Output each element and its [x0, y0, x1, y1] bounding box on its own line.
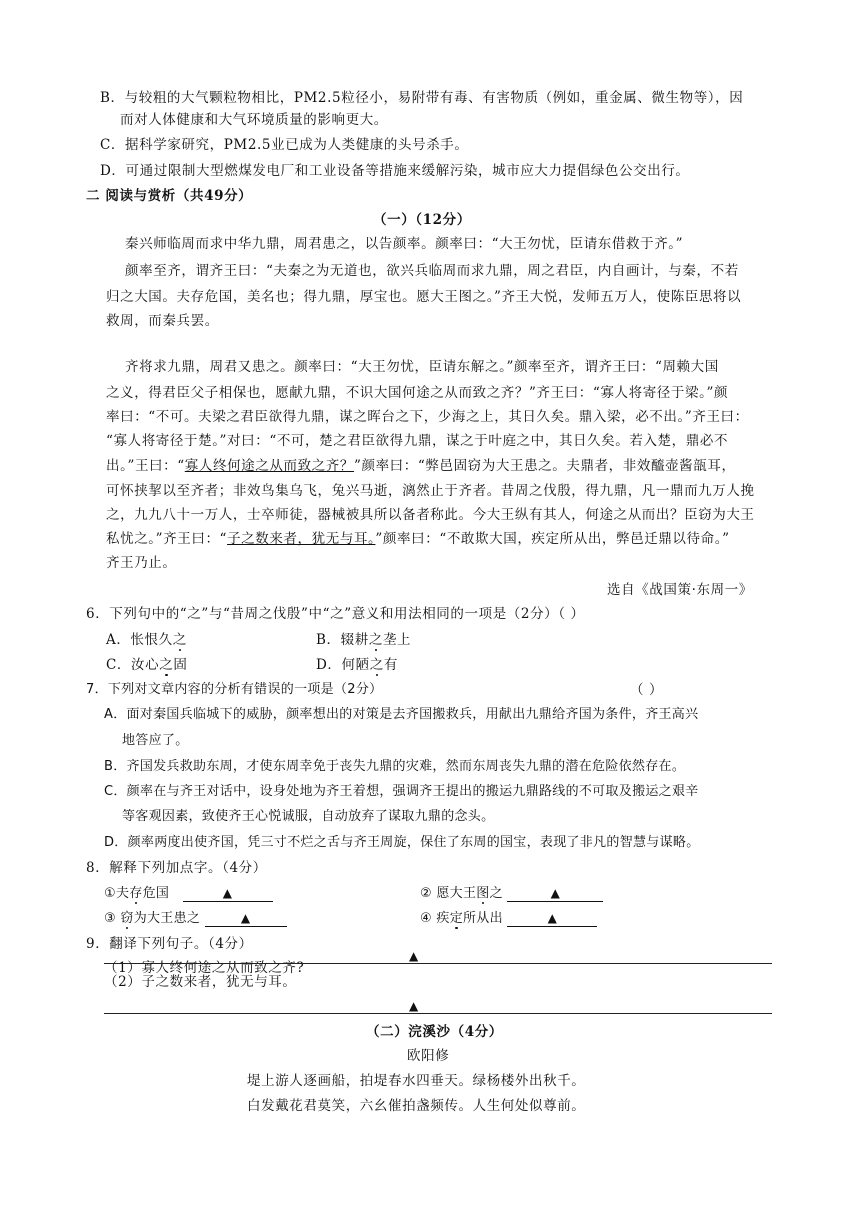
dotted-char: 之 — [368, 632, 383, 648]
option-text: 固 — [173, 657, 188, 673]
option-text: C．汝心 — [106, 657, 160, 673]
answer-mark-triangle: ▲ — [222, 886, 233, 900]
poem-line-1: 堤上游人逐画船，拍堤春水四垂天。绿杨楼外出秋千。 — [247, 1073, 586, 1089]
q7-option-a-line1[interactable]: A．面对秦国兵临城下的威胁，颜率想出的对策是去齐国搬救兵，用献出九鼎给齐国为条件，齐王高兴 — [104, 707, 699, 722]
passage-line-6: 之义，得君臣父子相保也，愿献九鼎，不识大国何途之从而致之齐？”齐王曰：“寡人将寄径于梁。”颜 — [106, 385, 729, 401]
part1-heading: （一）（12分） — [373, 212, 471, 228]
passage-line-12 — [106, 529, 730, 549]
q7-option-a-line2: 地答应了。 — [122, 733, 189, 748]
item-text: 为大王患之 — [133, 911, 201, 926]
answer-blank-2[interactable] — [507, 886, 603, 902]
option-b-line1: B．与较粗的大气颗粒物相比，PM2.5粒径小，易附带有毒、有害物质（例如，重金属、微生物等），因 — [100, 90, 744, 106]
q7-answer-paren[interactable]: （ ） — [630, 682, 664, 698]
dotted-char: 图 — [476, 886, 490, 901]
passage-line-9 — [106, 456, 736, 476]
q7-option-c-line1[interactable]: C．颜率在与齐王对话中，设身处地为齐王着想，强调齐王提出的搬运九鼎路线的不可取及搬运之艰辛 — [104, 784, 699, 799]
poem-line-2: 白发戴花君莫笑，六幺催拍盏频传。人生何处似尊前。 — [247, 1098, 586, 1114]
q9-sentence-2: （2）子之数来者，犹无与耳。 — [104, 974, 297, 990]
answer-line-1[interactable] — [104, 963, 772, 964]
passage-line-5: 齐将求九鼎，周君又患之。颜率曰：“大王勿忧，臣请东解之。”颜率至齐，谓齐王曰：“周赖大国 — [125, 359, 719, 375]
option-text: 有 — [383, 657, 398, 673]
passage-line-8: “寡人将寄径于楚。”对曰：“不可，楚之君臣欲得九鼎，谋之于叶庭之中，其日久矣。若入楚，鼎必不 — [106, 433, 729, 449]
section-title: 二 阅读与赏析（共49分） — [86, 188, 253, 204]
answer-mark-triangle: ▲ — [409, 999, 419, 1013]
q6-option-b[interactable] — [316, 630, 411, 650]
item-text: ①夫 — [104, 886, 130, 901]
passage-line-13: 齐王乃止。 — [106, 555, 177, 571]
answer-mark-triangle: ▲ — [240, 911, 251, 925]
answer-line-2[interactable] — [104, 1013, 772, 1014]
option-b-line2: 而对人体健康和大气环境质量的影响更大。 — [120, 112, 388, 128]
poem-author: 欧阳修 — [407, 1048, 450, 1064]
answer-blank-1[interactable] — [183, 886, 273, 902]
item-text: 所从出 — [463, 911, 503, 926]
q7-stem: 7．下列对文章内容的分析有错误的一项是（2分） — [86, 682, 383, 697]
passage-line-2: 颜率至齐，谓齐王曰：“夫秦之为无道也，欲兴兵临周而求九鼎，周之君臣，内自画计，与秦，不若 — [125, 263, 739, 279]
dotted-char: 窃 — [120, 911, 134, 926]
q7-option-c-line2: 等客观因素，致使齐王心悦诚服，自动放弃了谋取九鼎的念头。 — [122, 809, 495, 824]
q8-item-2 — [420, 884, 603, 904]
underlined-sentence-1: 寡人终何途之从而致之齐？ — [184, 458, 354, 474]
q6-stem: 6．下列句中的“之”与“昔周之伐殷”中“之”意义和用法相同的一项是（2分）（ ） — [86, 606, 585, 622]
option-text: B．辍耕 — [316, 632, 369, 648]
item-text: 之 — [489, 886, 503, 901]
passage-line-7: 率曰：“不可。夫梁之君臣欲得九鼎，谋之晖台之下，少海之上，其日久矣。鼎入梁，必不出。”齐王曰： — [106, 409, 749, 425]
dotted-char: 定 — [449, 911, 463, 926]
dotted-char: 之 — [369, 657, 384, 673]
q6-option-a[interactable] — [106, 630, 187, 650]
answer-blank-3[interactable] — [205, 911, 287, 927]
source-citation: 选自《战国策·东周一》 — [607, 582, 753, 598]
part2-heading: （二）浣溪沙（4分） — [366, 1024, 503, 1040]
dotted-char: 之 — [172, 632, 187, 648]
item-text: 危国 — [142, 886, 170, 901]
q7-option-d[interactable]: D．颜率两度出使齐国，凭三寸不烂之舌与齐王周旋，保住了东周的国宝，表现了非凡的智慧与谋略。 — [104, 835, 700, 850]
passage-line-4: 救周，而秦兵罢。 — [106, 313, 219, 329]
q8-stem: 8．解释下列加点字。（4分） — [86, 860, 267, 876]
passage-text: ”颜率曰：“弊邑固窃为大王患之。夫鼎者，非效醯壶酱瓿耳， — [353, 458, 736, 474]
option-text: A．怅恨久 — [106, 632, 173, 648]
option-text: D．何陋 — [316, 657, 370, 673]
passage-line-10: 可怀挟挈以至齐者；非效鸟集乌飞，兔兴马逝，漓然止于齐者。昔周之伐殷，得九鼎，凡一鼎而九万人挽 — [106, 483, 755, 499]
answer-mark-triangle: ▲ — [550, 886, 561, 900]
option-c: C．据科学家研究，PM2.5业已成为人类健康的头号杀手。 — [100, 137, 469, 153]
passage-line-3: 归之大国。夫存危国，美名也；得九鼎，厚宝也。愿大王图之。”齐王大悦，发师五万人，使陈臣思将以 — [106, 289, 742, 305]
item-text: ③ — [104, 911, 121, 926]
underlined-sentence-2: 子之数来者，犹无与耳。 — [227, 531, 376, 547]
passage-line-11: 之，九九八十一万人，士卒师徒，器械被具所以备者称此。今大王纵有其人，何途之从而出？臣窃为大王 — [106, 507, 755, 523]
q6-option-c[interactable] — [106, 655, 187, 675]
q9-stem: 9．翻译下列句子。（4分） — [86, 936, 253, 952]
option-text: 垄上 — [382, 632, 412, 648]
answer-mark-triangle: ▲ — [409, 949, 419, 963]
q8-item-1 — [104, 884, 273, 904]
answer-blank-4[interactable] — [507, 911, 597, 927]
item-text: ② 愿大王 — [420, 886, 477, 901]
item-text: ④ 疾 — [420, 911, 450, 926]
dotted-char: 存 — [129, 886, 143, 901]
option-d: D．可通过限制大型燃煤发电厂和工业设备等措施来缓解污染，城市应大力提倡绿色公交出行。 — [100, 163, 690, 179]
q8-item-3 — [104, 909, 287, 929]
q7-option-b[interactable]: B．齐国发兵救助东周，才使东周幸免于丧失九鼎的灾难，然而东周丧失九鼎的潜在危险依然存在。 — [104, 759, 686, 774]
passage-line-1: 秦兴师临周而求中华九鼎，周君患之，以告颜率。颜率曰：“大王勿忧，臣请东借救于齐。” — [125, 236, 684, 252]
passage-text: ”颜率曰：“不敢欺大国，疾定所从出，弊邑迁鼎以待命。” — [375, 531, 730, 547]
q6-option-d[interactable] — [316, 655, 398, 675]
dotted-char: 之 — [159, 657, 174, 673]
passage-text: 私忧之。”齐王曰：“ — [106, 531, 228, 547]
answer-mark-triangle: ▲ — [547, 911, 558, 925]
passage-text: 出。”王曰：“ — [106, 458, 185, 474]
q8-item-4 — [420, 909, 597, 929]
q9-sentence-1: （1）寡人终何途之从而致之齐? — [104, 960, 305, 976]
